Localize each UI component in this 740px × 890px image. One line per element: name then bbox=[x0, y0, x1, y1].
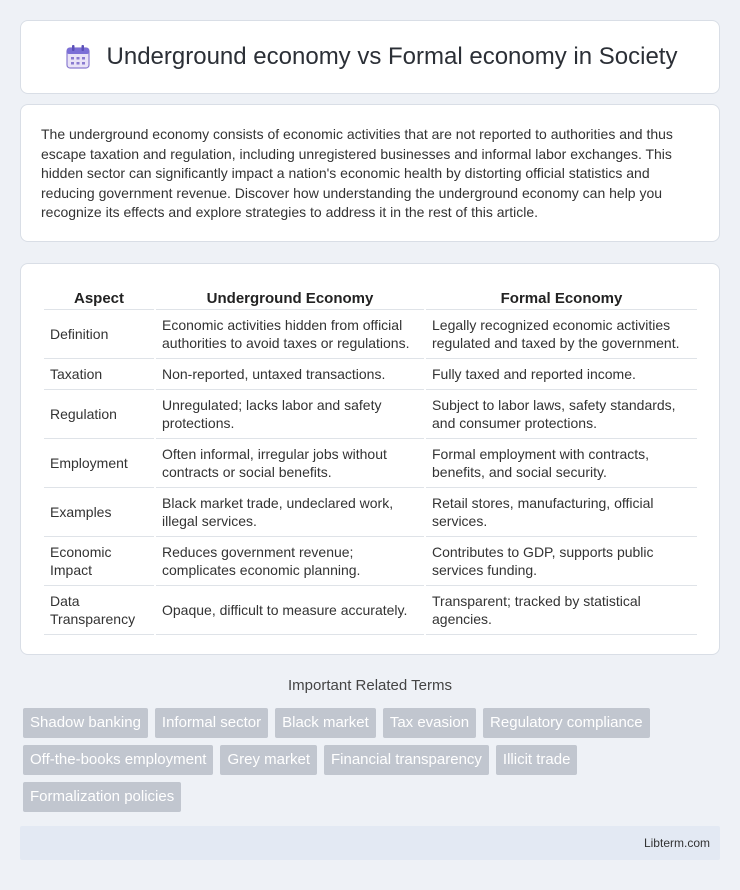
related-terms-title: Important Related Terms bbox=[288, 677, 452, 694]
intro-card bbox=[20, 104, 720, 242]
tag-grey-market[interactable]: Grey market bbox=[220, 745, 317, 775]
cell-formal: Transparent; tracked by statistical agencies. bbox=[426, 586, 697, 635]
cell-underground: Black market trade, undeclared work, illegal services. bbox=[156, 488, 424, 537]
cell-underground: Reduces government revenue; complicates economic planning. bbox=[156, 537, 424, 586]
cell-formal: Legally recognized economic activities regulated and taxed by the government. bbox=[426, 310, 697, 359]
footer bbox=[20, 826, 720, 860]
cell-formal: Contributes to GDP, supports public services funding. bbox=[426, 537, 697, 586]
tag-financial-transparency[interactable]: Financial transparency bbox=[324, 745, 489, 775]
tag-regulatory-compliance[interactable]: Regulatory compliance bbox=[483, 708, 650, 738]
table-row bbox=[44, 310, 697, 359]
table-row bbox=[44, 390, 697, 439]
intro-paragraph: The underground economy consists of economic activities that are not reported to authorities and thus escape taxation and regulation, including unregistered businesses and informal labor exchanges. This hidden sector can significantly impact a nation's economic health by distorting official statistics and reducing government revenue. Discover how understanding the underground economy can help you recognize its effects and explore strategies to address it in the rest of this article. bbox=[41, 126, 673, 221]
cell-underground: Economic activities hidden from official authorities to avoid taxes or regulations. bbox=[156, 310, 424, 359]
cell-aspect: Employment bbox=[44, 439, 154, 488]
tag-informal-sector[interactable]: Informal sector bbox=[155, 708, 268, 738]
table-row bbox=[44, 439, 697, 488]
table-row bbox=[44, 488, 697, 537]
footer-site-link[interactable]: Libterm.com bbox=[643, 836, 710, 850]
cell-aspect: Regulation bbox=[44, 390, 154, 439]
tag-off-the-books-employment[interactable]: Off-the-books employment bbox=[23, 745, 213, 775]
cell-underground: Often informal, irregular jobs without contracts or social benefits. bbox=[156, 439, 424, 488]
cell-formal: Formal employment with contracts, benefits, and social security. bbox=[426, 439, 697, 488]
comparison-card bbox=[20, 263, 720, 655]
page-title: Underground economy vs Formal economy in Society bbox=[106, 43, 678, 70]
tag-tax-evasion[interactable]: Tax evasion bbox=[383, 708, 476, 738]
calendar-icon bbox=[63, 42, 93, 72]
header-underground: Underground Economy bbox=[156, 284, 424, 310]
related-terms-list bbox=[23, 708, 723, 819]
cell-underground: Non-reported, untaxed transactions. bbox=[156, 359, 424, 390]
title-card bbox=[20, 20, 720, 94]
cell-formal: Retail stores, manufacturing, official services. bbox=[426, 488, 697, 537]
cell-aspect: Economic Impact bbox=[44, 537, 154, 586]
tag-formalization-policies[interactable]: Formalization policies bbox=[23, 782, 181, 812]
tag-black-market[interactable]: Black market bbox=[275, 708, 376, 738]
cell-aspect: Taxation bbox=[44, 359, 154, 390]
comparison-table bbox=[42, 284, 699, 635]
header-aspect: Aspect bbox=[44, 284, 154, 310]
cell-formal: Fully taxed and reported income. bbox=[426, 359, 697, 390]
tag-shadow-banking[interactable]: Shadow banking bbox=[23, 708, 148, 738]
cell-aspect: Data Transparency bbox=[44, 586, 154, 635]
table-row bbox=[44, 586, 697, 635]
cell-aspect: Examples bbox=[44, 488, 154, 537]
cell-aspect: Definition bbox=[44, 310, 154, 359]
table-header-row bbox=[44, 284, 697, 310]
cell-underground: Opaque, difficult to measure accurately. bbox=[156, 586, 424, 635]
header-formal: Formal Economy bbox=[426, 284, 697, 310]
cell-formal: Subject to labor laws, safety standards, and consumer protections. bbox=[426, 390, 697, 439]
table-row bbox=[44, 537, 697, 586]
cell-underground: Unregulated; lacks labor and safety protections. bbox=[156, 390, 424, 439]
table-row bbox=[44, 359, 697, 390]
tag-illicit-trade[interactable]: Illicit trade bbox=[496, 745, 578, 775]
